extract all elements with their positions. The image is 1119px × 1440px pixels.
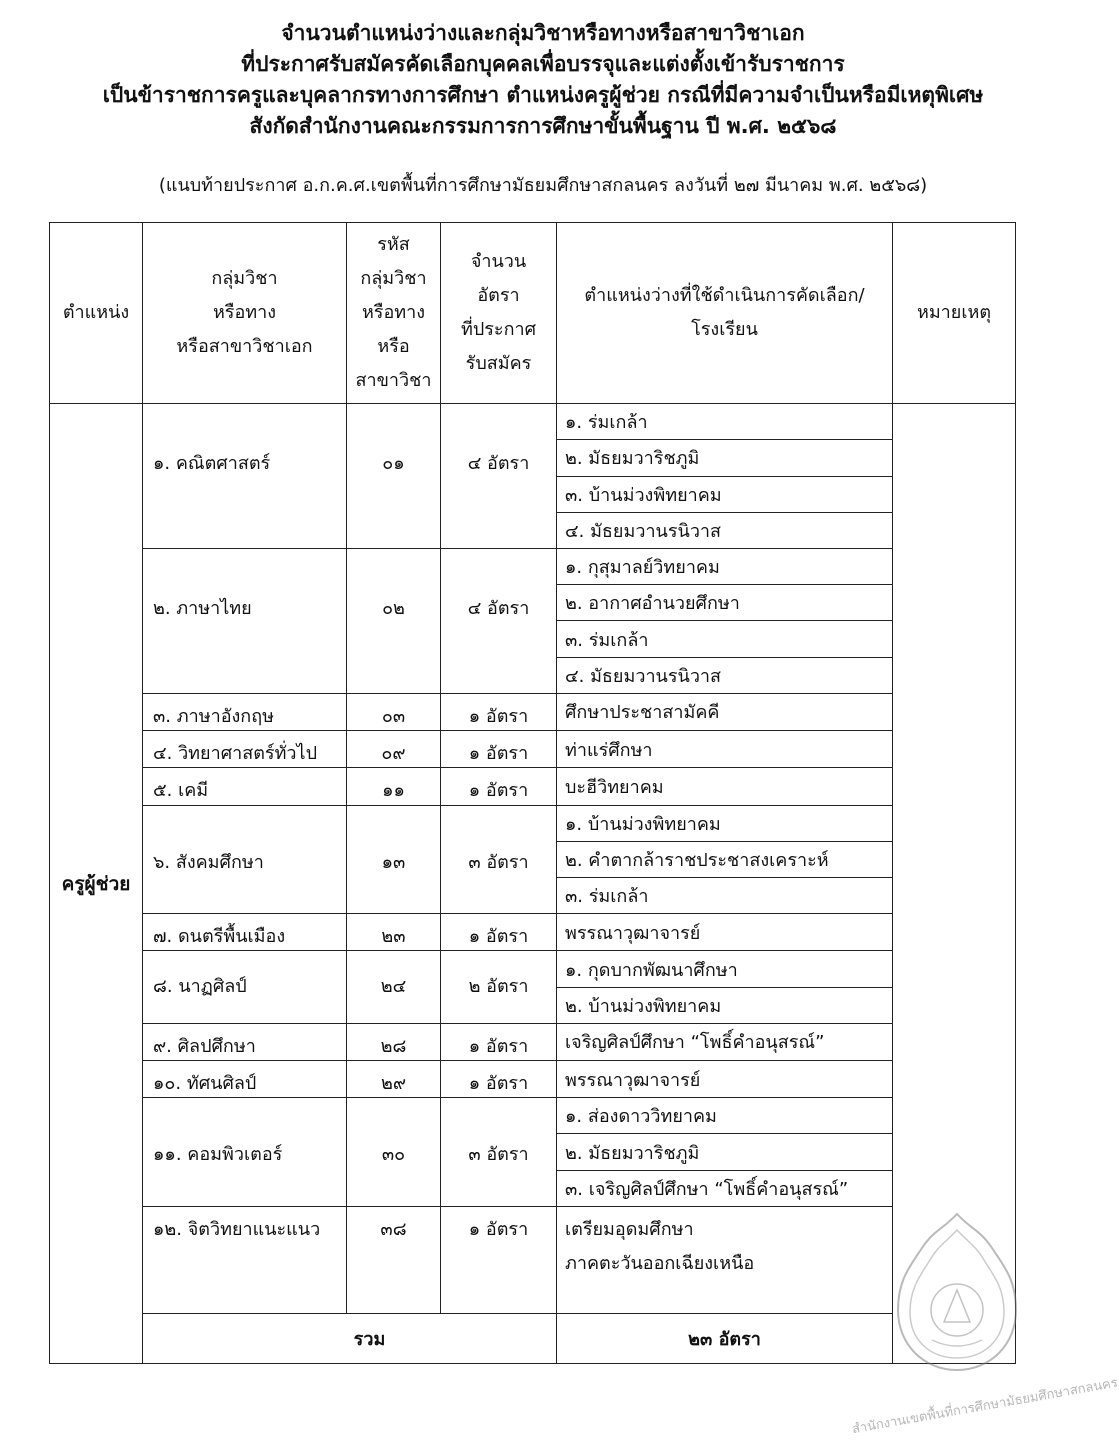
code-cell: ๐๒: [347, 548, 441, 693]
code-cell: ๒๔: [347, 951, 441, 1023]
table-row: [50, 693, 1016, 730]
col-header-schools: [557, 223, 893, 404]
quota-cell: ๔ อัตรา: [441, 404, 557, 549]
table-row: [50, 768, 1016, 805]
col-header-code-line: หรือทาง: [361, 302, 426, 324]
seal-text: สำนักงานเขตพื้นที่การศึกษามัธยมศึกษาสกลนคร: [850, 1375, 1119, 1438]
col-header-schools-line: โรงเรียน: [691, 319, 758, 341]
subject-cell: ๖. สังคมศึกษา: [143, 805, 347, 914]
col-header-subject: [143, 223, 347, 404]
school-cell: พรรณาวุฒาจารย์: [557, 1061, 893, 1098]
vacancy-table: [49, 222, 1016, 1364]
school-cell: ๔. มัธยมวานรนิวาส: [557, 512, 893, 548]
col-header-remark: หมายเหตุ: [893, 223, 1016, 404]
table-row: [50, 805, 1016, 841]
table-row: [50, 1206, 1016, 1242]
announcement-subtitle: (แนบท้ายประกาศ อ.ก.ค.ศ.เขตพื้นที่การศึกษามัธยมศึกษาสกลนคร ลงวันที่ ๒๗ มีนาคม พ.ศ. ๒๕๖๘): [158, 175, 928, 196]
position-cell: ครูผู้ช่วย: [50, 404, 143, 1364]
heading-line-4: สังกัดสำนักงานคณะกรรมการการศึกษาขั้นพื้นฐาน ปี พ.ศ. ๒๕๖๘: [249, 114, 837, 138]
school-cell: บะฮีวิทยาคม: [557, 768, 893, 805]
col-header-quota-line: จำนวน: [470, 251, 527, 273]
table-row: [50, 548, 1016, 584]
subject-cell: ๗. ดนตรีพื้นเมือง: [143, 914, 347, 951]
school-cell: ๓. บ้านม่วงพิทยาคม: [557, 476, 893, 512]
table-row: [50, 914, 1016, 951]
quota-cell: ๓ อัตรา: [441, 1098, 557, 1207]
col-header-position: ตำแหน่ง: [50, 223, 143, 404]
quota-cell: ๒ อัตรา: [441, 951, 557, 1023]
school-cell: ๑. ส่องดาววิทยาคม: [557, 1098, 893, 1134]
heading-line-2: ที่ประกาศรับสมัครคัดเลือกบุคคลเพื่อบรรจุและแต่งตั้งเข้ารับราชการ: [241, 52, 845, 76]
code-cell: ๒๘: [347, 1023, 441, 1060]
school-cell: ๔. มัธยมวานรนิวาส: [557, 657, 893, 693]
table-row: [50, 404, 1016, 440]
code-cell: ๓๐: [347, 1098, 441, 1207]
col-header-code-line: หรือ: [377, 336, 410, 358]
code-cell: ๐๑: [347, 404, 441, 549]
quota-cell: ๑ อัตรา: [441, 1023, 557, 1060]
quota-cell: ๓ อัตรา: [441, 805, 557, 914]
table-row: [50, 1098, 1016, 1134]
document-heading: [0, 18, 1086, 142]
school-cell: ๓. ร่มเกล้า: [557, 877, 893, 913]
school-cell: ๓. เจริญศิลป์ศึกษา “โพธิ์คำอนุสรณ์”: [557, 1170, 893, 1206]
quota-cell: ๑ อัตรา: [441, 914, 557, 951]
school-cell: ๒. มัธยมวาริชภูมิ: [557, 440, 893, 476]
col-header-code-line: รหัส: [377, 234, 410, 256]
col-header-code-line: สาขาวิชา: [355, 370, 432, 392]
col-header-quota-line: ที่ประกาศ: [460, 319, 537, 341]
total-row: [50, 1313, 1016, 1363]
code-cell: ๐๙: [347, 731, 441, 768]
col-header-subject-line: กลุ่มวิชา: [211, 268, 278, 290]
school-cell: ๒. คำตากล้าราชประชาสงเคราะห์: [557, 841, 893, 877]
school-line: เตรียมอุดมศึกษา: [565, 1218, 694, 1240]
school-cell: ๑. บ้านม่วงพิทยาคม: [557, 805, 893, 841]
school-cell: เจริญศิลป์ศึกษา “โพธิ์คำอนุสรณ์”: [557, 1023, 893, 1060]
school-cell: ๑. ร่มเกล้า: [557, 404, 893, 440]
school-cell: พรรณาวุฒาจารย์: [557, 914, 893, 951]
col-header-subject-line: หรือสาขาวิชาเอก: [176, 336, 313, 358]
subject-cell: ๕. เคมี: [143, 768, 347, 805]
quota-cell: ๑ อัตรา: [441, 768, 557, 805]
subject-cell: ๑. คณิตศาสตร์: [143, 404, 347, 549]
quota-cell: ๑ อัตรา: [441, 693, 557, 730]
school-line: ภาคตะวันออกเฉียงเหนือ: [565, 1252, 755, 1274]
table-row: [50, 731, 1016, 768]
subject-cell: ๑๑. คอมพิวเตอร์: [143, 1098, 347, 1207]
table-row: [50, 1023, 1016, 1060]
official-seal-icon: [892, 1210, 1022, 1375]
table-row: [50, 951, 1016, 987]
col-header-quota-line: อัตรา: [477, 285, 520, 307]
table-header-row: [50, 223, 1016, 404]
code-cell: ๒๓: [347, 914, 441, 951]
col-header-code: [347, 223, 441, 404]
col-header-quota-line: รับสมัคร: [465, 353, 532, 375]
subject-cell: ๘. นาฏศิลป์: [143, 951, 347, 1023]
school-cell: ๑. กุสุมาลย์วิทยาคม: [557, 548, 893, 584]
code-cell: ๐๓: [347, 693, 441, 730]
col-header-code-line: กลุ่มวิชา: [360, 268, 427, 290]
subject-cell: ๔. วิทยาศาสตร์ทั่วไป: [143, 731, 347, 768]
subject-cell: ๓. ภาษาอังกฤษ: [143, 693, 347, 730]
col-header-schools-line: ตำแหน่งว่างที่ใช้ดำเนินการคัดเลือก/: [584, 285, 865, 307]
school-cell: ๒. มัธยมวาริชภูมิ: [557, 1134, 893, 1170]
code-cell: ๒๙: [347, 1061, 441, 1098]
col-header-quota: [441, 223, 557, 404]
school-cell: ๓. ร่มเกล้า: [557, 621, 893, 657]
school-cell: [557, 1206, 893, 1313]
quota-cell: ๑ อัตรา: [441, 1206, 557, 1313]
school-cell: ๒. อากาศอำนวยศึกษา: [557, 585, 893, 621]
heading-line-1: จำนวนตำแหน่งว่างและกลุ่มวิชาหรือทางหรือสาขาวิชาเอก: [281, 21, 805, 45]
quota-cell: ๑ อัตรา: [441, 1061, 557, 1098]
quota-cell: ๔ อัตรา: [441, 548, 557, 693]
quota-cell: ๑ อัตรา: [441, 731, 557, 768]
total-value: ๒๓ อัตรา: [557, 1313, 893, 1363]
table-row: [50, 1061, 1016, 1098]
school-cell: ศึกษาประชาสามัคคี: [557, 693, 893, 730]
subject-cell: ๑๐. ทัศนศิลป์: [143, 1061, 347, 1098]
school-cell: ท่าแร่ศึกษา: [557, 731, 893, 768]
subject-cell: ๑๒. จิตวิทยาแนะแนว: [143, 1206, 347, 1313]
school-cell: ๒. บ้านม่วงพิทยาคม: [557, 987, 893, 1023]
col-header-subject-line: หรือทาง: [212, 302, 277, 324]
code-cell: ๑๑: [347, 768, 441, 805]
code-cell: ๑๓: [347, 805, 441, 914]
total-label: รวม: [143, 1313, 557, 1363]
heading-line-3: เป็นข้าราชการครูและบุคลากรทางการศึกษา ตำแหน่งครูผู้ช่วย กรณีที่มีความจำเป็นหรือมีเหตุพิเศษ: [102, 83, 984, 107]
code-cell: ๓๘: [347, 1206, 441, 1313]
subject-cell: ๒. ภาษาไทย: [143, 548, 347, 693]
school-cell: ๑. กุดบากพัฒนาศึกษา: [557, 951, 893, 987]
subject-cell: ๙. ศิลปศึกษา: [143, 1023, 347, 1060]
